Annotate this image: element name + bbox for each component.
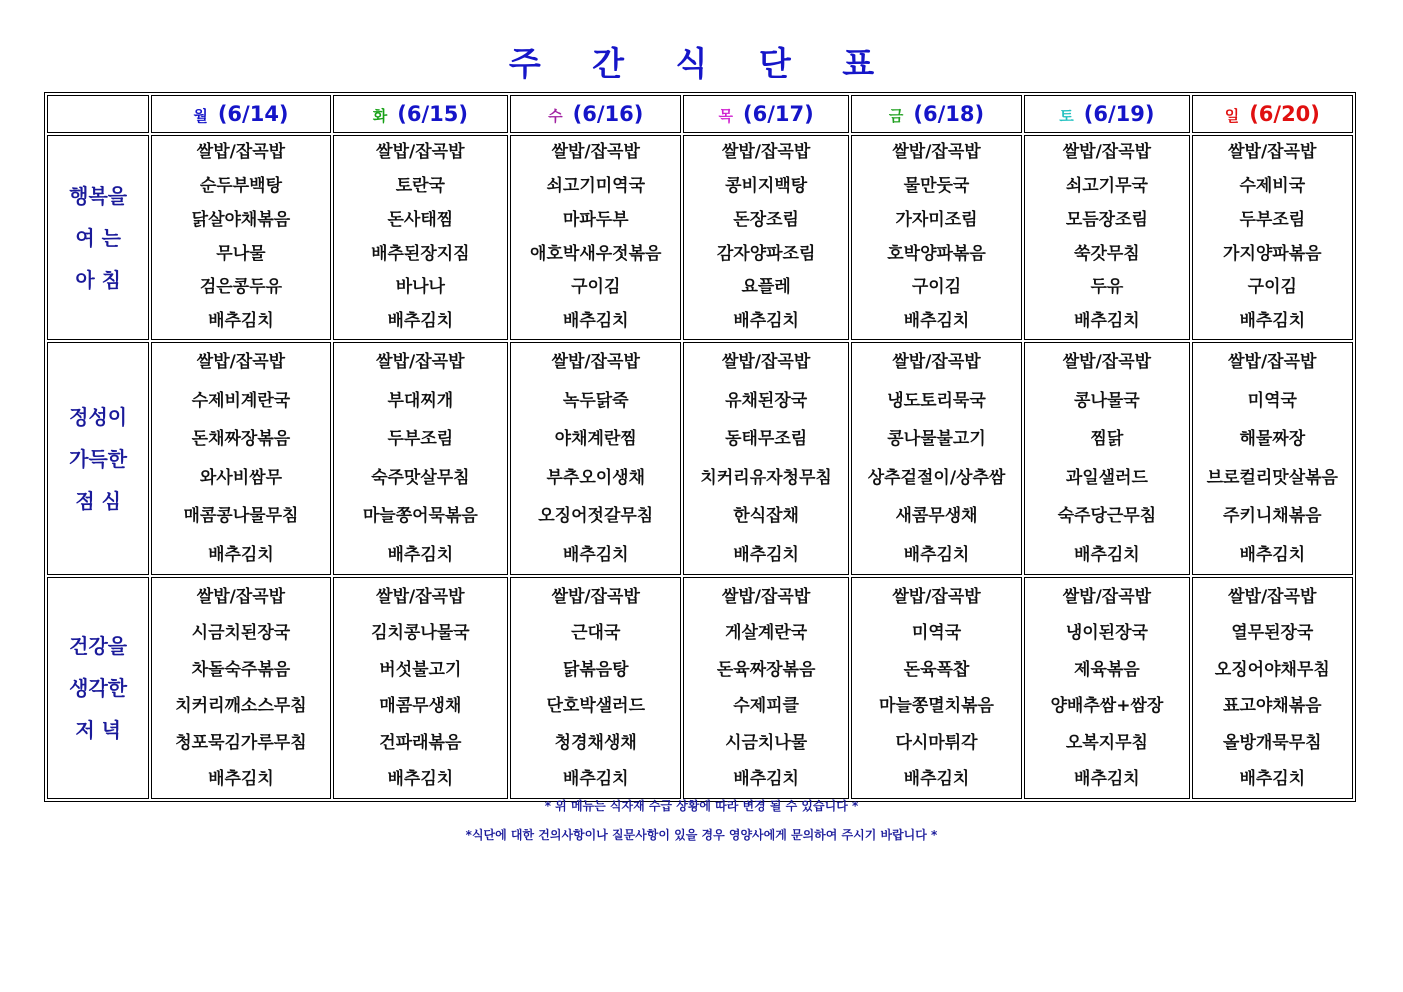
menu-item: 오징어야채무침 [1214,659,1330,680]
meal-row [47,135,1353,340]
menu-item: 토란국 [395,175,445,196]
menu-item: 수제비계란국 [191,390,291,411]
menu-item: 무나물 [216,243,266,264]
note-menu-change: * 위 메뉴는 식자재 수급 상황에 따라 변경 될 수 있습니다 * [544,799,859,813]
day-icon: 수 [548,107,563,125]
menu-item: 오복지무침 [1065,732,1148,753]
menu-item: 쌀밥/잡곡밥 [196,142,286,163]
menu-item: 배추김치 [208,769,274,789]
menu-cell [333,577,508,799]
menu-item: 쌀밥/잡곡밥 [892,142,981,163]
menu-item: 버섯불고기 [379,659,462,680]
menu-cell [1024,135,1189,340]
menu-cell [1024,577,1189,799]
menu-item: 가지양파볶음 [1223,243,1322,264]
menu-item: 제육볶음 [1074,659,1140,680]
menu-item: 미역국 [911,623,962,643]
day-date: (6/19) [1083,102,1155,126]
day-icon: 목 [718,107,734,125]
day-header [151,95,330,133]
menu-item: 숙주맛살무침 [371,467,470,488]
day-header [333,95,508,133]
menu-item: 감자양파조림 [716,243,816,264]
menu-item: 양배추쌈+쌈장 [1050,696,1164,716]
menu-cell [851,135,1022,340]
menu-item: 열무된장국 [1231,623,1314,643]
menu-item: 쑥갓무침 [1074,243,1140,264]
menu-item: 쌀밥/잡곡밥 [1228,352,1317,372]
meal-label-line: 점 심 [75,488,121,513]
note-inquiry: *식단에 대한 건의사항이나 질문사항이 있을 경우 영양사에게 문의하여 주시기 바랍니다 * [465,828,938,842]
menu-item: 숙주당근무침 [1057,506,1157,526]
menu-item: 냉이된장국 [1065,623,1148,643]
menu-item: 브로컬리맛살볶음 [1206,467,1338,488]
menu-cell [851,342,1022,575]
menu-cell [510,342,681,575]
menu-item: 배추김치 [1074,544,1140,565]
menu-item: 돈사태찜 [387,209,454,230]
menu-item: 구이김 [911,277,962,298]
menu-cell [151,342,330,575]
menu-item: 콩나물국 [1074,390,1140,411]
menu-item: 치커리유자청무침 [700,467,832,488]
menu-item: 치커리깨소스무침 [175,696,307,716]
menu-item: 한식잡채 [733,506,799,526]
menu-item: 두부조림 [387,429,454,449]
day-header [510,95,681,133]
menu-item: 녹두닭죽 [562,390,629,411]
menu-cell [683,342,848,575]
menu-item: 유채된장국 [725,390,808,411]
menu-item: 동태무조림 [725,429,808,449]
menu-item: 냉도토리묵국 [887,390,986,411]
page-title: 주 간 식 단 표 [508,44,895,83]
menu-cell [1192,135,1353,340]
menu-cell [510,135,681,340]
menu-item: 쌀밥/잡곡밥 [551,586,640,607]
menu-cell [151,135,330,340]
menu-item: 배추김치 [387,769,454,789]
menu-item: 김치콩나물국 [371,623,470,643]
meal-label [47,342,149,575]
menu-item: 쌀밥/잡곡밥 [551,142,640,163]
menu-item: 근대국 [571,623,621,643]
menu-item: 요플레 [741,277,791,298]
menu-item: 돈육폭찹 [903,659,970,680]
menu-cell [851,577,1022,799]
meal-row [47,342,1353,575]
menu-item: 돈육짜장볶음 [716,659,816,680]
menu-item: 올방개묵무침 [1223,732,1322,753]
menu-item: 검은콩두유 [199,277,282,298]
menu-item: 호박양파볶음 [887,243,986,264]
menu-item: 청경채생채 [554,732,637,753]
meal-label-line: 여 는 [75,225,121,250]
menu-item: 쌀밥/잡곡밥 [196,352,286,372]
menu-item: 차돌숙주볶음 [191,659,291,680]
day-header [1024,95,1189,133]
menu-item: 건파래볶음 [379,732,462,753]
menu-item: 바나나 [395,277,445,298]
day-date: (6/20) [1249,102,1320,126]
menu-cell [1192,342,1353,575]
menu-item: 배추김치 [562,544,629,565]
menu-item: 배추김치 [387,311,454,332]
menu-item: 배추된장지짐 [371,243,470,264]
meal-label-line: 아 침 [75,267,121,292]
menu-item: 콩나물불고기 [887,429,986,449]
menu-item: 마파두부 [562,209,629,230]
menu-item: 돈채짜장볶음 [191,429,291,449]
menu-item: 애호박새우젓볶음 [530,243,662,264]
menu-item: 쌀밥/잡곡밥 [1062,142,1152,163]
menu-item: 배추김치 [903,544,970,565]
meal-label-line: 저 녁 [75,718,121,742]
day-date: (6/14) [217,102,289,126]
menu-item: 야채계란찜 [554,429,637,449]
menu-item: 두유 [1090,277,1124,298]
menu-item: 쇠고기미역국 [546,175,646,196]
menu-item: 쌀밥/잡곡밥 [892,352,981,372]
menu-item: 구이김 [1247,277,1297,298]
day-icon: 금 [888,107,904,125]
menu-item: 쌀밥/잡곡밥 [196,586,286,607]
menu-item: 배추김치 [733,311,799,332]
day-header [1192,95,1353,133]
menu-item: 배추김치 [1239,311,1306,332]
menu-item: 쌀밥/잡곡밥 [892,586,981,607]
menu-item: 수제비국 [1239,175,1306,196]
menu-item: 상추겉절이/상추쌈 [867,467,1006,488]
menu-item: 콩비지백탕 [725,175,808,196]
menu-item: 쌀밥/잡곡밥 [551,352,640,372]
menu-cell [683,577,848,799]
menu-item: 닭볶음탕 [562,659,629,680]
menu-item: 가자미조림 [895,209,978,230]
day-header [851,95,1022,133]
day-date: (6/17) [743,102,814,126]
menu-item: 배추김치 [1074,769,1140,789]
menu-item: 쌀밥/잡곡밥 [721,142,811,163]
menu-item: 주키니채볶음 [1223,506,1322,526]
day-header [683,95,848,133]
menu-item: 해물짜장 [1239,429,1306,449]
day-icon: 월 [193,107,208,125]
menu-item: 쌀밥/잡곡밥 [376,586,465,607]
menu-item: 마늘쫑멸치볶음 [879,696,994,716]
menu-item: 구이김 [571,277,621,298]
menu-cell [1192,577,1353,799]
weekly-menu-table [44,92,1356,802]
meal-label-line: 건강을 [69,634,128,658]
menu-item: 쌀밥/잡곡밥 [376,352,465,372]
menu-item: 배추김치 [733,544,799,565]
menu-item: 시금치된장국 [191,623,291,643]
menu-item: 순두부백탕 [199,175,282,196]
day-date: (6/16) [572,102,644,126]
menu-item: 부대찌개 [387,390,454,411]
menu-item: 배추김치 [208,311,274,332]
day-header-row [47,95,1353,133]
meal-row [47,577,1353,799]
meal-label [47,135,149,340]
menu-item: 와사비쌈무 [199,467,282,488]
menu-item: 단호박샐러드 [546,696,646,716]
menu-item: 쌀밥/잡곡밥 [1228,142,1317,163]
menu-item: 미역국 [1247,390,1297,411]
meal-label-line: 가득한 [69,446,128,471]
menu-item: 쌀밥/잡곡밥 [1062,586,1152,607]
menu-item: 쌀밥/잡곡밥 [1228,586,1317,607]
menu-item: 닭살야채볶음 [191,209,291,230]
meal-label-line: 생각한 [69,676,128,700]
menu-item: 두부조림 [1239,209,1306,230]
menu-item: 배추김치 [208,544,274,565]
menu-cell [333,135,508,340]
menu-cell [683,135,848,340]
menu-item: 매콤콩나물무침 [183,506,299,526]
menu-item: 배추김치 [733,769,799,789]
menu-item: 쌀밥/잡곡밥 [1062,352,1152,372]
menu-item: 배추김치 [562,311,629,332]
menu-cell [1024,342,1189,575]
menu-item: 돈장조림 [733,209,799,230]
menu-item: 배추김치 [903,769,970,789]
menu-item: 수제피클 [733,696,799,716]
menu-item: 모듬장조림 [1065,209,1148,230]
meal-label [47,577,149,799]
menu-item: 청포묵김가루무침 [175,732,307,753]
menu-item: 마늘쫑어묵볶음 [362,506,478,526]
menu-cell [151,577,330,799]
menu-item: 매콤무생채 [379,696,462,716]
day-icon: 토 [1059,107,1074,125]
corner-cell [47,95,149,133]
menu-item: 쇠고기무국 [1065,175,1148,196]
day-icon: 일 [1224,107,1240,125]
menu-item: 시금치나물 [725,732,808,753]
menu-item: 게살계란국 [725,623,808,643]
menu-item: 찜닭 [1090,429,1124,449]
menu-item: 부추오이생채 [546,467,646,488]
menu-item: 쌀밥/잡곡밥 [721,586,811,607]
menu-item: 물만둣국 [903,175,970,196]
menu-item: 배추김치 [562,769,629,789]
menu-item: 배추김치 [1239,769,1306,789]
menu-item: 새콤무생채 [895,506,978,526]
menu-item: 쌀밥/잡곡밥 [376,142,465,163]
menu-item: 과일샐러드 [1065,467,1148,488]
day-date: (6/18) [913,102,985,126]
menu-item: 쌀밥/잡곡밥 [721,352,811,372]
day-date: (6/15) [397,102,468,126]
menu-cell [333,342,508,575]
menu-item: 오징어젓갈무침 [538,506,654,526]
meal-label-line: 정성이 [69,404,128,429]
day-icon: 화 [372,107,388,125]
menu-item: 배추김치 [903,311,970,332]
menu-item: 표고야채볶음 [1223,696,1322,716]
menu-cell [510,577,681,799]
menu-item: 배추김치 [1074,311,1140,332]
menu-item: 배추김치 [387,544,454,565]
meal-label-line: 행복을 [69,183,128,208]
menu-item: 다시마튀각 [895,732,978,753]
menu-item: 배추김치 [1239,544,1306,565]
